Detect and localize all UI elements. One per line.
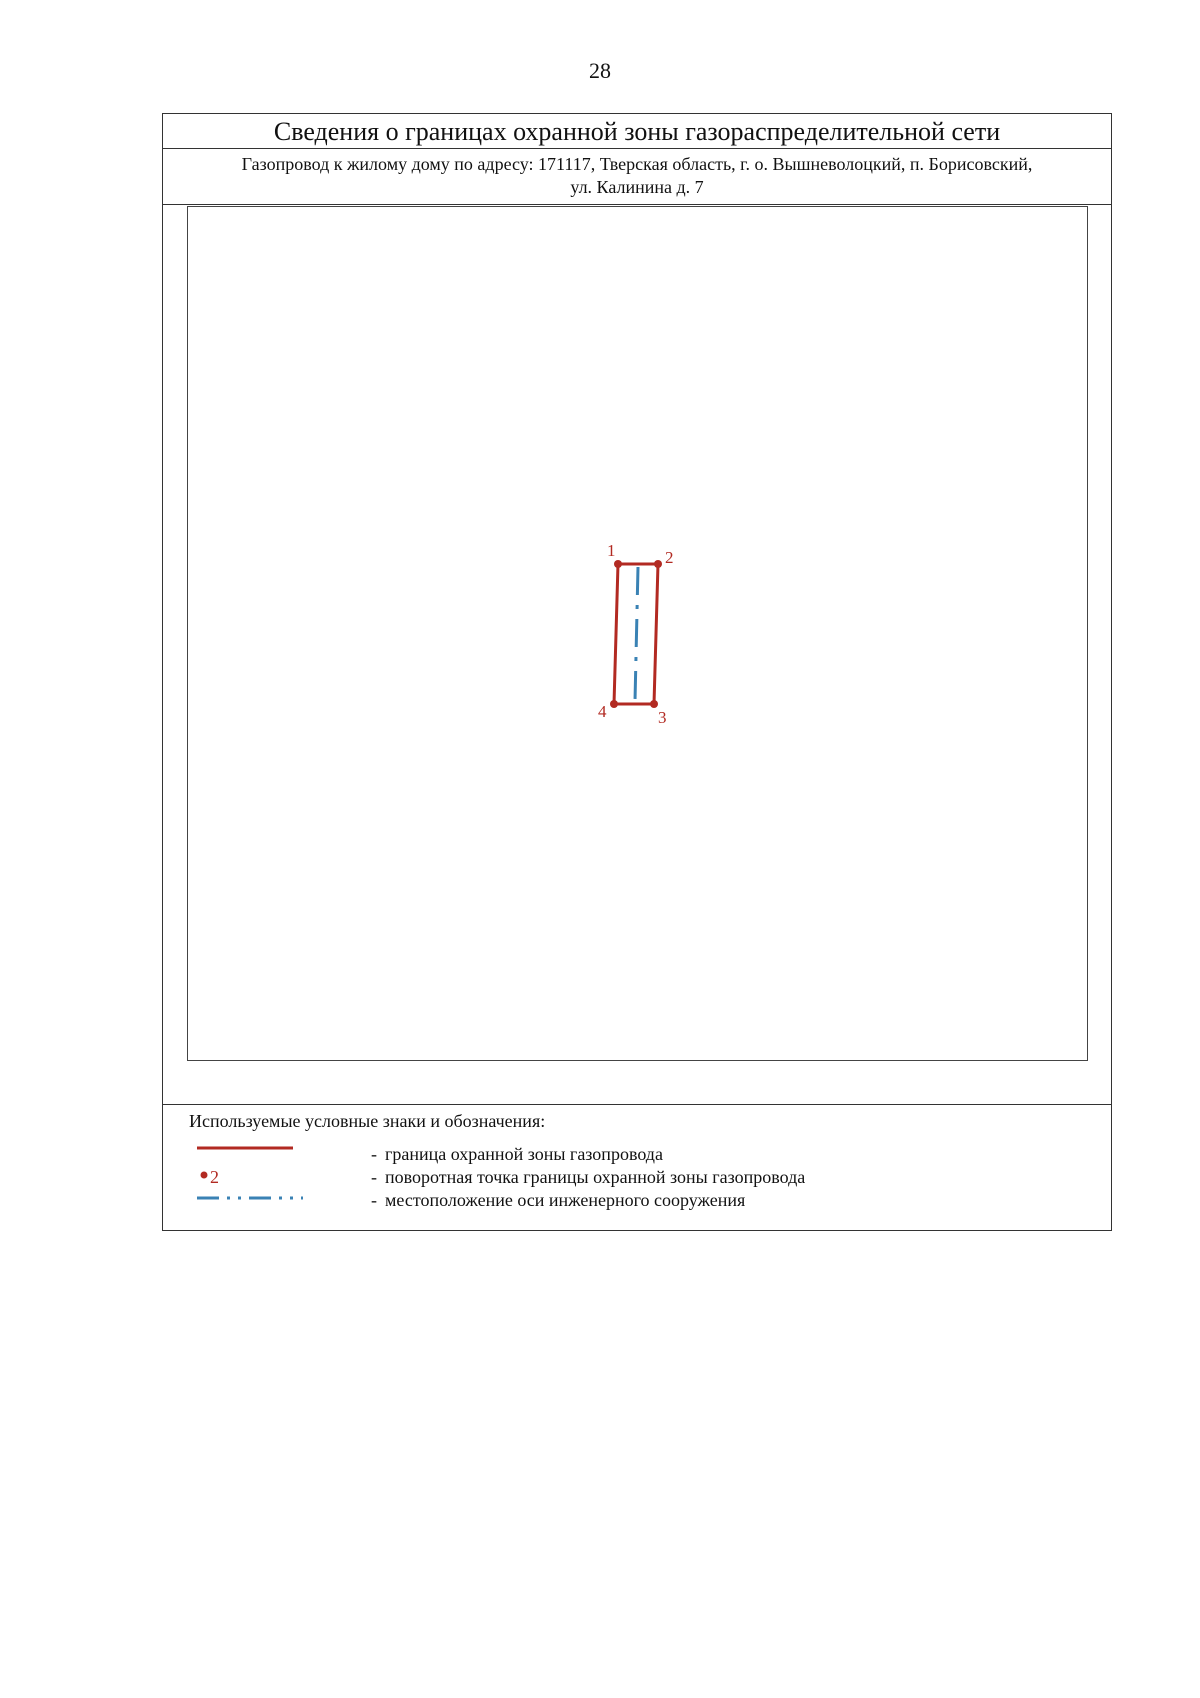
legend-item-axis bbox=[163, 1189, 1111, 1213]
boundary-line-symbol bbox=[197, 1143, 307, 1167]
turning-point-symbol bbox=[197, 1166, 307, 1190]
turning-point-4 bbox=[610, 700, 618, 708]
subtitle-line-2: ул. Калинина д. 7 bbox=[570, 177, 704, 197]
axis-line-symbol bbox=[197, 1189, 307, 1213]
document-title: Сведения о границах охранной зоны газораспределительной сети bbox=[163, 114, 1111, 149]
legend-dash: - bbox=[371, 1144, 377, 1164]
map-canvas bbox=[188, 207, 1086, 1059]
legend-item-text: местоположение оси инженерного сооружения bbox=[385, 1190, 746, 1210]
legend-item-text: граница охранной зоны газопровода bbox=[385, 1144, 663, 1164]
legend-dash: - bbox=[371, 1190, 377, 1210]
legend-dash: - bbox=[371, 1167, 377, 1187]
page-number: 28 bbox=[589, 58, 611, 83]
turning-point-symbol-label: 2 bbox=[210, 1167, 219, 1187]
point-label-1: 1 bbox=[607, 541, 616, 560]
legend-title: Используемые условные знаки и обозначения: bbox=[189, 1111, 546, 1131]
turning-point-3 bbox=[650, 700, 658, 708]
legend-item-turning-point bbox=[163, 1166, 1111, 1190]
point-label-3: 3 bbox=[658, 708, 667, 727]
map-frame bbox=[187, 206, 1088, 1061]
turning-point-2 bbox=[654, 560, 662, 568]
legend-item-text: поворотная точка границы охранной зоны газопровода bbox=[385, 1167, 806, 1187]
subtitle-line-1: Газопровод к жилому дому по адресу: 171117, Тверская область, г. о. Вышневолоцкий, п. Борисовский, bbox=[241, 154, 1033, 174]
point-label-4: 4 bbox=[598, 702, 607, 721]
structure-axis bbox=[635, 567, 638, 701]
document-subtitle bbox=[163, 149, 1111, 205]
legend bbox=[163, 1104, 1111, 1230]
turning-point-1 bbox=[614, 560, 622, 568]
sheet-frame bbox=[162, 113, 1112, 1231]
point-label-2: 2 bbox=[665, 548, 674, 567]
legend-item-boundary bbox=[163, 1143, 1111, 1167]
